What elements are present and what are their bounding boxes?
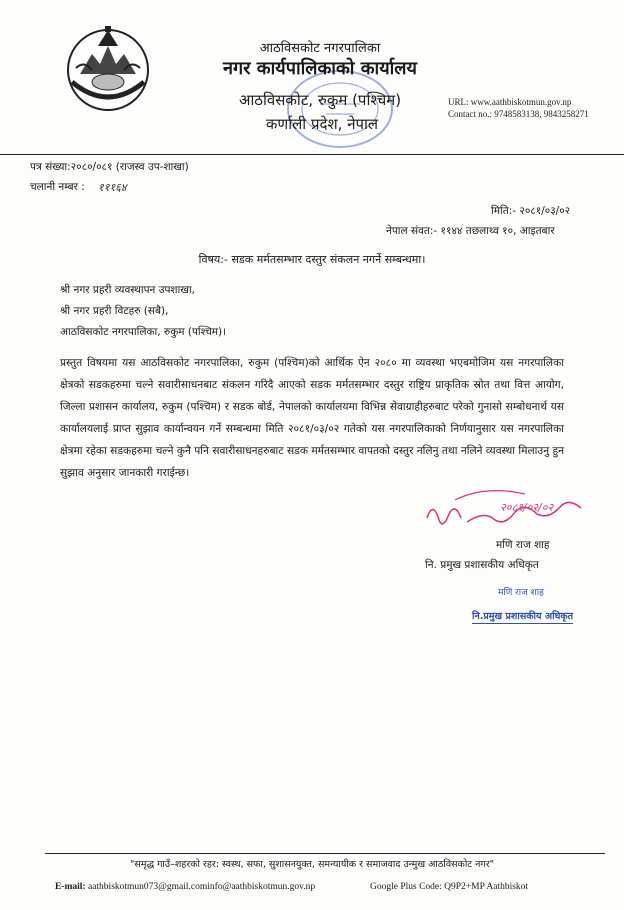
letter-subject: विषय:- सडक मर्मतसम्भार दस्तुर संकलन नगर्ने सम्बन्धमा। bbox=[198, 253, 426, 266]
footer-email bbox=[55, 882, 315, 892]
stamp-name: मणि राज शाह bbox=[498, 588, 544, 598]
office-location: आठविसकोट, रुकुम (पश्चिम) bbox=[238, 91, 402, 109]
signer-name: मणि राज शाह bbox=[496, 539, 550, 551]
google-plus-code: Google Plus Code: Q9P2+MP Aathbiskot bbox=[370, 882, 529, 892]
municipality-name: आठविसकोट नगरपालिका bbox=[259, 41, 381, 56]
dispatch-number-value: १११६४ bbox=[98, 181, 127, 194]
addressee-2: श्री नगर प्रहरी विटहरु (सबै), bbox=[60, 305, 169, 317]
letter-reference-number: पत्र संख्या:२०८०/०८१ (राजस्व उप-शाखा) bbox=[30, 161, 189, 173]
dispatch-number-handwritten bbox=[98, 176, 146, 194]
handwritten-date: २०८१/०२/०२ bbox=[500, 501, 554, 514]
header-divider bbox=[0, 154, 624, 155]
signer-designation: नि. प्रमुख प्रशासकीय अधिकृत bbox=[425, 559, 539, 571]
footer-divider bbox=[45, 853, 605, 854]
contact-label: Contact no.: bbox=[448, 109, 492, 119]
addressee-3: आठविसकोट नगरपालिका, रुकुम (पश्चिम)। bbox=[60, 326, 227, 338]
url-label: URL: bbox=[448, 97, 469, 107]
url-value[interactable]: www.aathbiskotmun.gov.np bbox=[470, 97, 572, 107]
contact-block bbox=[448, 96, 589, 120]
email-label: E-mail: bbox=[55, 882, 86, 892]
letter-body: प्रस्तुत विषयमा यस आठविसकोट नगरपालिका, रुकुम (पश्चिम)को आर्थिक ऐन २०८० मा व्यवस्था भएबमोजिम यस नगरपालिका क्षेत्रको सडकहरुमा चल्ने सवारीसाधनबाट संकलन गरिदै आएको सडक मर्मतसम्भार दस्तुर राष्ट्रिय प्राकृतिक स्रोत तथा वित्त आयोग, जिल्ला प्रशासन कार्यालय, रुकुम (पश्चिम) र सडक बोर्ड, नेपालको कार्यालयमा विभिन्न सेवाग्राहीहरुबाट परेको गुनासो सम्बोधनार्थ यस कार्यालयलाई प्राप्त सुझाव कार्यान्वयन गर्ने सम्बन्धमा मिति २०८१/०३/०२ गतेको यस नगरपालिकाको निर्णयानुसार यस नगरपालिका क्षेत्रमा रहेका सडकहरुमा चल्ने कुनै पनि सवारीसाधनहरुबाट सडक मर्मतसम्भार वापतको दस्तुर नलिनु तथा नलिने व्यवस्था मिलाउनु हुन सुझाव अनुसार जानकारी गराईन्छ। bbox=[60, 357, 564, 479]
addressee-1: श्री नगर प्रहरी व्यवस्थापन उपशाखा, bbox=[60, 284, 195, 296]
email-addresses[interactable]: aathbiskotmun073@gmail.cominfo@aathbiskotmun.gov.np bbox=[87, 882, 316, 892]
footer-slogan: "समृद्ध गाउँ–शहरको रहर: स्वस्थ, सफा, सुशासनयुक्त, समन्यायीक र समाजवाद उन्मुख आठविसकोट नगर" bbox=[129, 859, 494, 870]
phone-numbers: 9748583138, 9843258271 bbox=[494, 109, 589, 119]
signer-stamp bbox=[472, 583, 572, 633]
office-name: नगर कार्यपालिकाको कार्यालय bbox=[223, 58, 417, 79]
stamp-title: नि.प्रमुख प्रशासकीय अधिकृत bbox=[472, 611, 574, 622]
letter-date: मिति:- २०८१/०३/०२ bbox=[491, 205, 571, 217]
province-country: कर्णाली प्रदेश, नेपाल bbox=[265, 115, 379, 133]
nepal-samvat-date: नेपाल संवत:- ११४४ तछलाथ्व १०, आइतबार bbox=[386, 225, 555, 237]
dispatch-number-label: चलानी नम्बर : bbox=[30, 181, 85, 193]
